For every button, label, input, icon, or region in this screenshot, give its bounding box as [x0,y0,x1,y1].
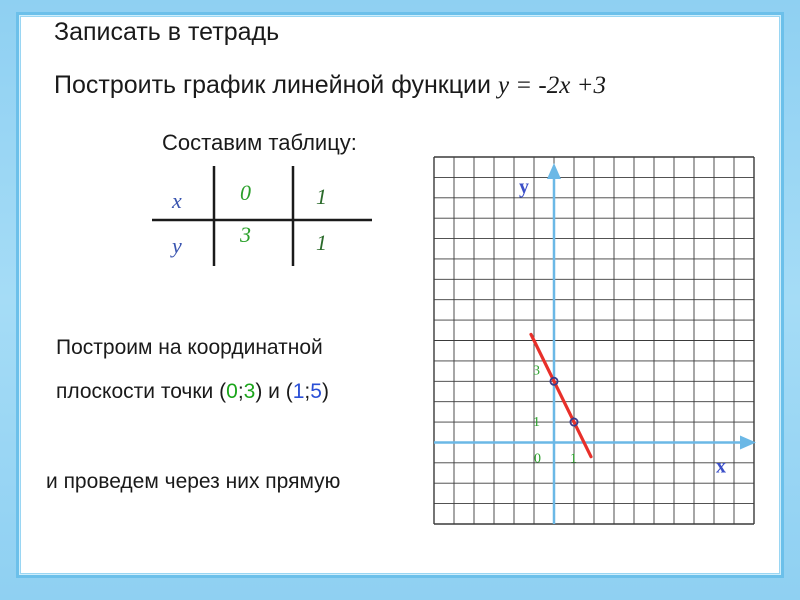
table-row-x-label: x [172,188,182,213]
step-line-2-end: ) [321,380,329,403]
heading-line-2-prefix: Построить график линейной функции [54,71,498,99]
x-axis-label: x [716,455,726,478]
tick-label-y-3: 3 [533,363,540,379]
point1-y: 3 [243,380,256,403]
table-row-y-label: y [172,233,182,258]
point2-separator: ; [304,380,311,403]
function-formula: y = -2x +3 [497,72,606,99]
table-cell-y1: 3 [240,222,251,247]
plot [531,334,591,456]
y-axis-arrow [547,163,561,179]
grid [434,157,754,524]
point2-x: 1 [292,380,305,403]
table-cell-x1: 0 [240,180,251,205]
axes [434,163,756,524]
point1-x: 0 [226,380,238,403]
step-line-3: и проведем через них прямую [46,470,341,493]
step-line-1: Построим на координатной [56,336,323,359]
function-line [531,334,591,456]
y-axis-label: y [519,176,529,198]
tick-label-x-1: 1 [570,451,577,467]
step-line-2-mid: ) и ( [255,380,293,403]
origin-label: 0 [534,451,541,467]
table-caption: Составим таблицу: [162,130,357,155]
heading-line-1: Записать в тетрадь [54,18,280,46]
point1-separator: ; [237,380,244,403]
table-cell-x2: 1 [316,184,327,209]
point2-y: 5 [310,380,322,403]
tick-label-y-1: 1 [533,415,540,431]
step-line-2-prefix: плоскости точки ( [56,380,227,403]
table-cell-y2: 1 [316,230,327,255]
